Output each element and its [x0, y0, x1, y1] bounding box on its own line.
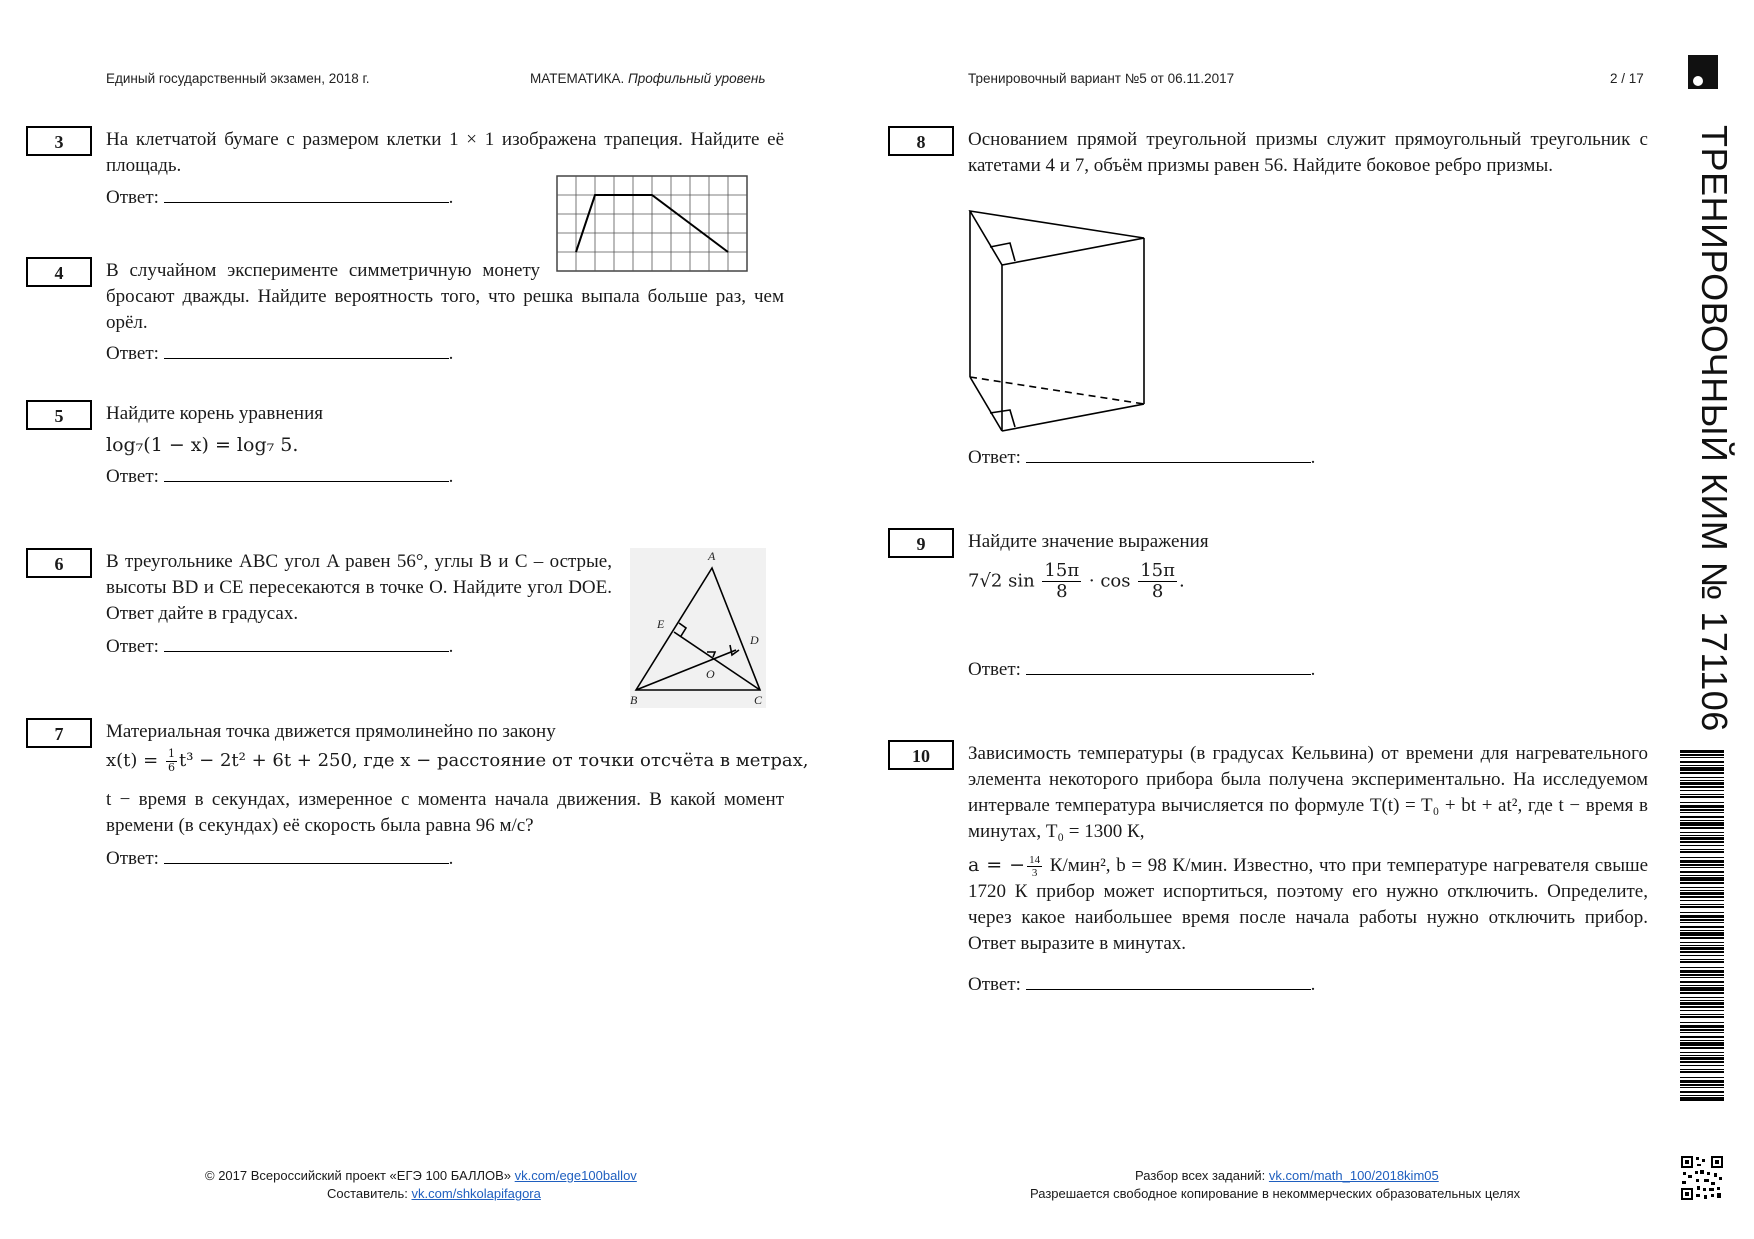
- task-10-a-frac: [1027, 854, 1042, 879]
- task-9-frac-2: [1138, 561, 1177, 602]
- header-subject-name: МАТЕМАТИКА.: [530, 71, 625, 86]
- footer-link-shkolapifagora[interactable]: vk.com/shkolapifagora: [411, 1186, 541, 1201]
- tri-label-b: B: [630, 693, 638, 707]
- task-3-answer: Ответ: .: [106, 184, 453, 211]
- task-10-a-den: 3: [1031, 867, 1038, 880]
- footer-link-ege100ballov[interactable]: vk.com/ege100ballov: [514, 1168, 637, 1183]
- task-9-expression: [968, 561, 1185, 602]
- task-6-answer-label: Ответ:: [106, 636, 159, 657]
- task-9-frac-2-den: 8: [1151, 580, 1164, 602]
- footer-license: Разрешается свободное копирование в некоммерческих образовательных целях: [1030, 1186, 1521, 1201]
- task-7-number: 7: [26, 718, 92, 748]
- task-10-text-2: [968, 852, 1648, 957]
- task-10-text-2-content: К/мин², b = 98 К/мин. Известно, что при температуре нагревателя свыше 1720 К прибор может испортиться, поэтому его нужно отключить. Определите, через какое наибольшее время после начала работы нужно отключить прибор. Ответ выразите в минутах.: [968, 855, 1649, 955]
- task-8-answer-label: Ответ:: [968, 447, 1021, 468]
- corner-logo-icon: [1688, 55, 1718, 89]
- task-7-frac-num: 1: [167, 747, 175, 761]
- task-10-a-num: 14: [1029, 854, 1041, 867]
- header-page-number: 2 / 17: [1610, 71, 1644, 86]
- task-10-a-start: a = −: [968, 854, 1026, 876]
- task-9-frac-1: [1042, 561, 1081, 602]
- task-4-number: 4: [26, 257, 92, 287]
- task-10-number: 10: [888, 740, 954, 770]
- task-8-answer-field[interactable]: [1026, 444, 1311, 463]
- task-7-formula-rest: t³ − 2t² + 6t + 250, где x − расстояние от точки отсчёта в метрах,: [178, 750, 809, 771]
- task-6-answer: Ответ: .: [106, 633, 453, 660]
- task-6-number: 6: [26, 548, 92, 578]
- task-7-answer-field[interactable]: [164, 845, 449, 864]
- task-4-text: [106, 258, 784, 336]
- footer-copyright-text: © 2017 Всероссийский проект «ЕГЭ 100 БАЛЛОВ»: [205, 1168, 512, 1183]
- task-7-line1: Материальная точка движется прямолинейно по закону: [106, 721, 556, 742]
- task-5-answer: Ответ: .: [106, 463, 453, 490]
- task-3-number: 3: [26, 126, 92, 156]
- task-9-frac-2-num: 15π: [1140, 560, 1175, 581]
- tri-label-o: O: [706, 667, 715, 681]
- task-4-text-content: В случайном эксперименте симметричную монету бросают дважды. Найдите вероятность того, что решка выпала больше раз, чем орёл.: [106, 260, 784, 333]
- task-5-number: 5: [26, 400, 92, 430]
- task-9-end: .: [1178, 570, 1185, 592]
- prism-figure: [960, 205, 1150, 441]
- header-exam: Единый государственный экзамен, 2018 г.: [106, 71, 370, 86]
- footer-review: [1135, 1167, 1439, 1185]
- barcode-icon: [1680, 750, 1724, 1102]
- task-5-equation: log₇(1 − x) = log₇ 5.: [106, 434, 299, 456]
- task-7-formula: [106, 747, 809, 774]
- tri-label-a: A: [708, 549, 716, 563]
- task-7-frac-den: 6: [167, 760, 175, 774]
- header-subject: [530, 71, 765, 86]
- task-7-text: t − время в секундах, измеренное с момента начала движения. В какой момент времени (в секундах) её скорость была равна 96 м/с?: [106, 789, 784, 836]
- header-level: Профильный уровень: [627, 71, 766, 86]
- side-title: ТРЕНИРОВОЧНЫЙ КИМ № 171106: [1694, 125, 1735, 732]
- task-3-answer-label: Ответ:: [106, 187, 159, 208]
- task-8-answer: Ответ: .: [968, 444, 1315, 471]
- task-7-frac: [166, 748, 177, 773]
- task-5-text: Найдите корень уравнения: [106, 403, 324, 424]
- task-7-answer-label: Ответ:: [106, 848, 159, 869]
- tri-label-c: C: [754, 693, 763, 707]
- task-9-answer-field[interactable]: [1026, 656, 1311, 675]
- task-4-figure-spacer: [540, 258, 784, 282]
- task-10-answer-field[interactable]: [1026, 971, 1311, 990]
- task-9-answer: Ответ: .: [968, 656, 1315, 683]
- task-5-answer-label: Ответ:: [106, 466, 159, 487]
- task-9-answer-label: Ответ:: [968, 659, 1021, 680]
- header-variant: Тренировочный вариант №5 от 06.11.2017: [968, 71, 1235, 86]
- triangle-abc-figure: [630, 548, 766, 708]
- task-3-answer-field[interactable]: [164, 184, 449, 203]
- task-9-text: Найдите значение выражения: [968, 531, 1209, 552]
- task-10-answer-label: Ответ:: [968, 974, 1021, 995]
- footer-copyright: [205, 1167, 637, 1185]
- task-4-answer-field[interactable]: [164, 340, 449, 359]
- task-9-frac-1-den: 8: [1056, 580, 1068, 602]
- qr-code-icon: [1680, 1155, 1724, 1201]
- tri-label-e: E: [657, 617, 665, 631]
- footer-author-label: Составитель:: [327, 1186, 408, 1201]
- task-8-number: 8: [888, 126, 954, 156]
- task-10-text-1: Зависимость температуры (в градусах Кельвина) от времени для нагревательного элемента некоторого прибора была получена экспериментально. На исследуемом интервале температура вычисляется по формуле T(t) = T₀ + bt + at², где t − время в минутах, T₀ = 1300 К,: [968, 743, 1648, 842]
- task-9-frac-1-num: 15π: [1044, 560, 1080, 581]
- task-5-answer-field[interactable]: [164, 463, 449, 482]
- task-9-mid: · cos: [1088, 570, 1131, 592]
- task-6-answer-field[interactable]: [164, 633, 449, 652]
- footer-link-math100[interactable]: vk.com/math_100/2018kim05: [1268, 1168, 1439, 1183]
- task-7-answer: Ответ: .: [106, 845, 453, 872]
- task-8-text: Основанием прямой треугольной призмы служит прямоугольный треугольник с катетами 4 и 7, объём призмы равен 56. Найдите боковое ребро призмы.: [968, 129, 1648, 176]
- task-6-text: В треугольнике ABC угол A равен 56°, углы B и C – острые, высоты BD и CE пересекаются в точке O. Найдите угол DOE. Ответ дайте в градусах.: [106, 551, 612, 624]
- footer-author: [327, 1185, 541, 1203]
- task-9-coef: 7√2 sin: [968, 570, 1035, 592]
- task-4-answer-label: Ответ:: [106, 343, 159, 364]
- task-10-answer: Ответ: .: [968, 971, 1315, 998]
- task-7-formula-start: x(t) =: [106, 750, 159, 771]
- task-4-answer: Ответ: .: [106, 340, 453, 367]
- task-9-number: 9: [888, 528, 954, 558]
- tri-label-d: D: [750, 633, 759, 647]
- footer-review-label: Разбор всех заданий:: [1135, 1168, 1266, 1183]
- task-3-text: На клетчатой бумаге с размером клетки 1 × 1 изображена трапеция. Найдите её площадь.: [106, 129, 784, 176]
